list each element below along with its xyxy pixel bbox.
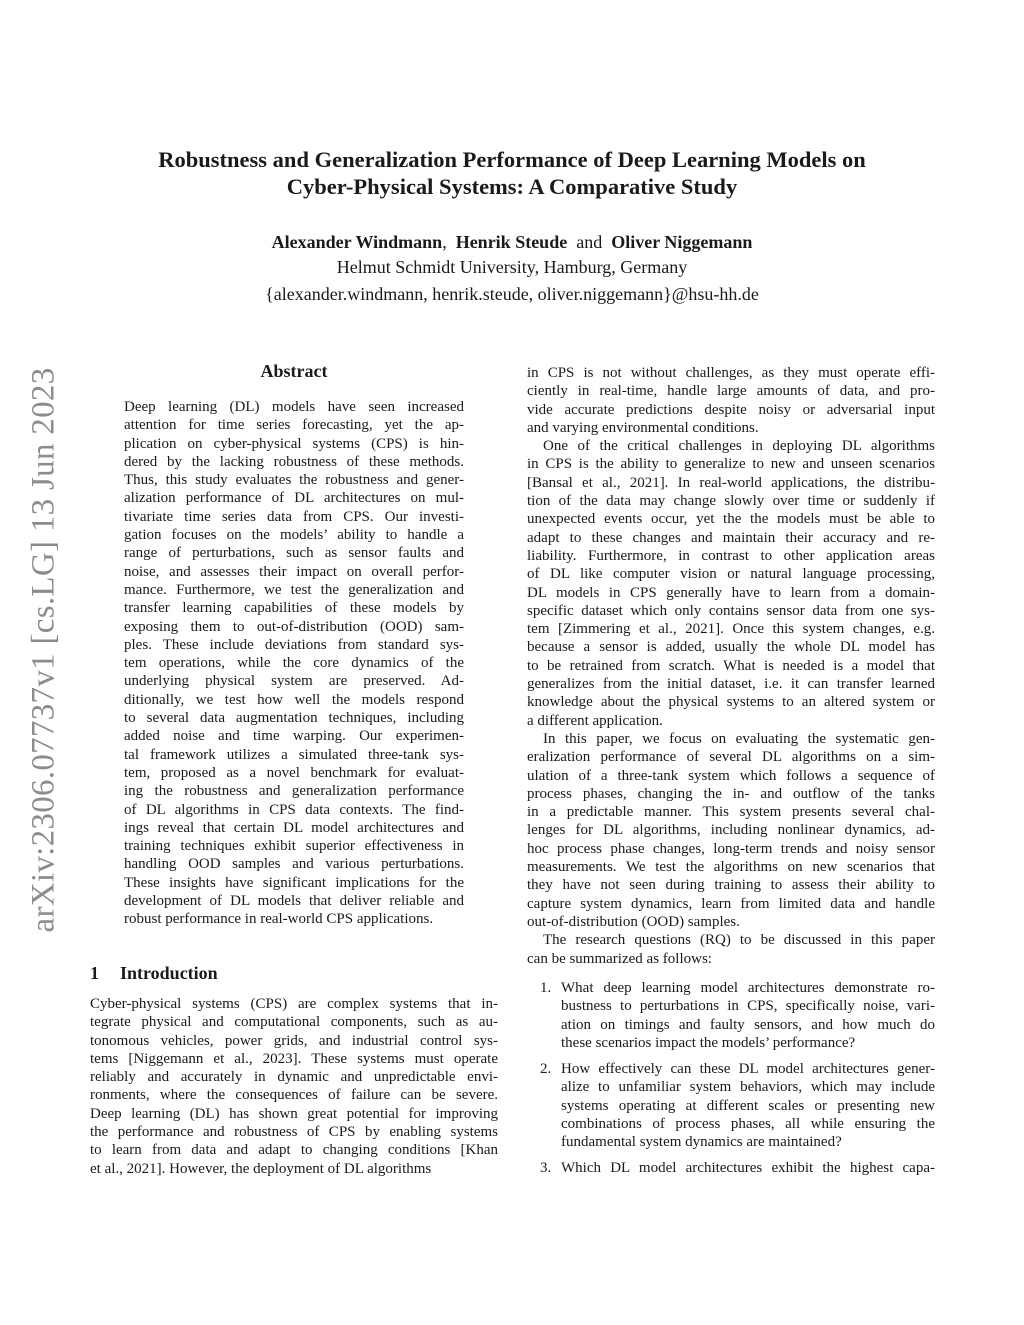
text-line: alize to unfamiliar system behaviors, which may include [561, 1079, 935, 1096]
text-line: ples. These include deviations from standard sys- [124, 636, 464, 653]
text-line: exposing them to out-of-distribution (OOD) sam- [124, 618, 464, 635]
text-line: in a predictable manner. This system presents several chal- [527, 804, 935, 821]
author-conjunction: and [576, 232, 603, 252]
text-line: to be retrained from scratch. What is needed is a model that [527, 657, 935, 674]
section-number: 1 [90, 963, 99, 983]
text-line: process phases, changing the in- and outflow of the tanks [527, 785, 935, 802]
text-line: mance. Furthermore, we test the generalization and [124, 581, 464, 598]
text-line: The research questions (RQ) to be discussed in this paper [543, 932, 935, 949]
text-line: ation on timings and faulty sensors, and how much do [561, 1016, 935, 1033]
text-line: development of DL models that deliver reliable and [124, 893, 464, 910]
text-line: dered by the lacking robustness of these methods. [124, 453, 464, 470]
text-line: Deep learning (DL) models have seen increased [124, 399, 464, 415]
text-line: vide accurate predictions despite noisy or adversarial input [527, 401, 935, 418]
text-line: liability. Furthermore, in contrast to other application areas [527, 547, 935, 564]
text-line: these scenarios impact the models’ performance? [561, 1034, 856, 1051]
list-item-text [561, 979, 935, 1052]
text-line: reliably and accurately in dynamic and unpredictable envi- [90, 1069, 498, 1086]
text-line: in CPS is the ability to generalize to new and unseen scenarios [527, 456, 935, 473]
text-line: underlying physical system are preserved. Ad- [124, 673, 464, 690]
text-line: DL models in CPS generally have to learn from a domain- [527, 584, 935, 601]
list-number: 3. [540, 1160, 552, 1176]
list-number: 2. [540, 1061, 552, 1077]
list-number: 1. [540, 980, 552, 996]
section-heading-introduction [90, 963, 218, 984]
text-line: unexpected events occur, yet the the models must be able to [527, 511, 935, 528]
author-name: Henrik Steude [455, 232, 568, 252]
text-line: In this paper, we focus on evaluating the systematic gen- [543, 730, 935, 747]
text-line: the performance and robustness of CPS by enabling systems [90, 1124, 498, 1141]
list-item-text [561, 1159, 935, 1177]
text-line: How effectively can these DL model architectures gener- [561, 1061, 935, 1077]
text-line: transfer learning capabilities of these models by [124, 600, 464, 617]
text-line: What deep learning model architectures demonstrate ro- [561, 980, 935, 996]
text-line: added noise and time warping. Our experimen- [124, 728, 464, 745]
text-line: tivariate time series data from CPS. Our investi- [124, 508, 464, 525]
author-name: Oliver Niggemann [611, 232, 753, 252]
text-line: Thus, this study evaluates the robustness and gener- [124, 472, 464, 489]
section-title: Introduction [120, 963, 218, 983]
text-line: noise, and assesses their impact on overall perfor- [124, 563, 464, 580]
abstract-body [124, 398, 464, 929]
text-line: tion of the data may change slowly over time or suddenly if [527, 493, 935, 510]
text-line: to several data augmentation techniques, including [124, 710, 464, 727]
text-line: Which DL model architectures exhibit the highest capa- [561, 1160, 935, 1176]
author-name: Alexander Windmann [271, 232, 443, 252]
affiliation: Helmut Schmidt University, Hamburg, Germany [336, 257, 688, 277]
text-line: tem operations, while the core dynamics of the [124, 655, 464, 672]
text-line: handling OOD samples and various perturbations. [124, 856, 464, 873]
author-separator: , [442, 232, 447, 252]
text-line: ciently in real-time, handle large amounts of data, and pro- [527, 383, 935, 400]
text-line: et al., 2021]. However, the deployment of DL algorithms [90, 1160, 432, 1177]
text-line: These insights have significant implications for the [124, 874, 464, 891]
text-line: training techniques exhibit superior effectiveness in [124, 838, 464, 855]
text-line: and varying environmental conditions. [527, 419, 759, 436]
text-line: ronments, where the consequences of failure can be severe. [90, 1087, 498, 1104]
text-line: generalizes from the initial dataset, i.e. it can transfer learned [527, 676, 935, 693]
title-line: Cyber-Physical Systems: A Comparative Study [286, 174, 738, 199]
paper-title [100, 146, 924, 200]
text-line: range of perturbations, such as sensor faults and [124, 545, 464, 562]
text-line: Cyber-physical systems (CPS) are complex systems that in- [90, 996, 498, 1012]
text-line: out-of-distribution (OOD) samples. [527, 913, 740, 930]
text-line: tem [Zimmering et al., 2021]. Once this system changes, e.g. [527, 621, 935, 638]
text-line: knowledge about the physical systems to an altered system or [527, 694, 935, 711]
title-line: Robustness and Generalization Performance of Deep Learning Models on [158, 147, 866, 172]
text-line: systems operating at different scales or presenting new [561, 1097, 935, 1114]
text-line: they have not seen during training to assess their ability to [527, 877, 935, 894]
text-line: robust performance in real-world CPS applications. [124, 911, 434, 928]
text-line: tegrate physical and computational components, such as au- [90, 1014, 498, 1031]
text-line: bustness to perturbations in CPS, specifically noise, vari- [561, 998, 935, 1015]
text-line: adapt to these changes and maintain their accuracy and re- [527, 529, 935, 546]
introduction-body [90, 995, 498, 1178]
text-line: can be summarized as follows: [527, 950, 712, 967]
right-column-body [527, 364, 935, 968]
text-line: Deep learning (DL) has shown great potential for improving [90, 1105, 498, 1122]
text-line: because a sensor is added, usually the whole DL model has [527, 639, 935, 656]
text-line: plication on cyber-physical systems (CPS) is hin- [124, 435, 464, 452]
author-list [100, 231, 924, 254]
text-line: gation focuses on the models’ ability to handle a [124, 527, 464, 544]
text-line: attention for time series forecasting, yet the ap- [124, 417, 464, 434]
text-line: tems [Niggemann et al., 2023]. These systems must operate [90, 1050, 498, 1067]
text-line: to learn from data and adapt to changing conditions [Khan [90, 1142, 498, 1159]
text-line: One of the critical challenges in deploying DL algorithms [543, 438, 935, 455]
text-line: tal framework utilizes a simulated three-tank sys- [124, 746, 464, 763]
text-line: tonomous vehicles, power grids, and industrial control sys- [90, 1032, 498, 1049]
text-line: ing the robustness and generalization performance [124, 783, 464, 800]
text-line: ulation of a three-tank system which follows a sequence of [527, 767, 935, 784]
text-line: specific dataset which only contains sensor data from one sys- [527, 602, 935, 619]
text-line: of DL like computer vision or natural language processing, [527, 566, 935, 583]
text-line: [Bansal et al., 2021]. In real-world applications, the distribu- [527, 474, 935, 491]
list-item-text [561, 1060, 935, 1151]
text-line: eralization performance of several DL algorithms on a sim- [527, 749, 935, 766]
text-line: combinations of process phases, all while ensuring the [561, 1115, 935, 1132]
arxiv-identifier-text: arXiv:2306.07737v1 [cs.LG] 13 Jun 2023 [25, 367, 62, 933]
text-line: alization performance of DL architectures on mul- [124, 490, 464, 507]
text-line: hoc process phase changes, long-term trends and noisy sensor [527, 840, 935, 857]
text-line: in CPS is not without challenges, as they must operate effi- [527, 365, 935, 381]
text-line: a different application. [527, 712, 663, 729]
text-line: fundamental system dynamics are maintained? [561, 1134, 842, 1151]
text-line: tem, proposed as a novel benchmark for evaluat- [124, 764, 464, 781]
text-line: measurements. We test the algorithms on new scenarios that [527, 859, 935, 876]
text-line: ditionally, we test how well the models respond [124, 691, 464, 708]
abstract-heading: Abstract [260, 361, 328, 381]
text-line: of DL algorithms in CPS data contexts. The find- [124, 801, 464, 818]
text-line: ings reveal that certain DL model architectures and [124, 819, 464, 836]
text-line: lenges for DL algorithms, including nonlinear dynamics, ad- [527, 822, 935, 839]
author-emails: {alexander.windmann, henrik.steude, oliver.niggemann}@hsu-hh.de [265, 284, 759, 304]
text-line: capture system dynamics, learn from limited data and handle [527, 895, 935, 912]
